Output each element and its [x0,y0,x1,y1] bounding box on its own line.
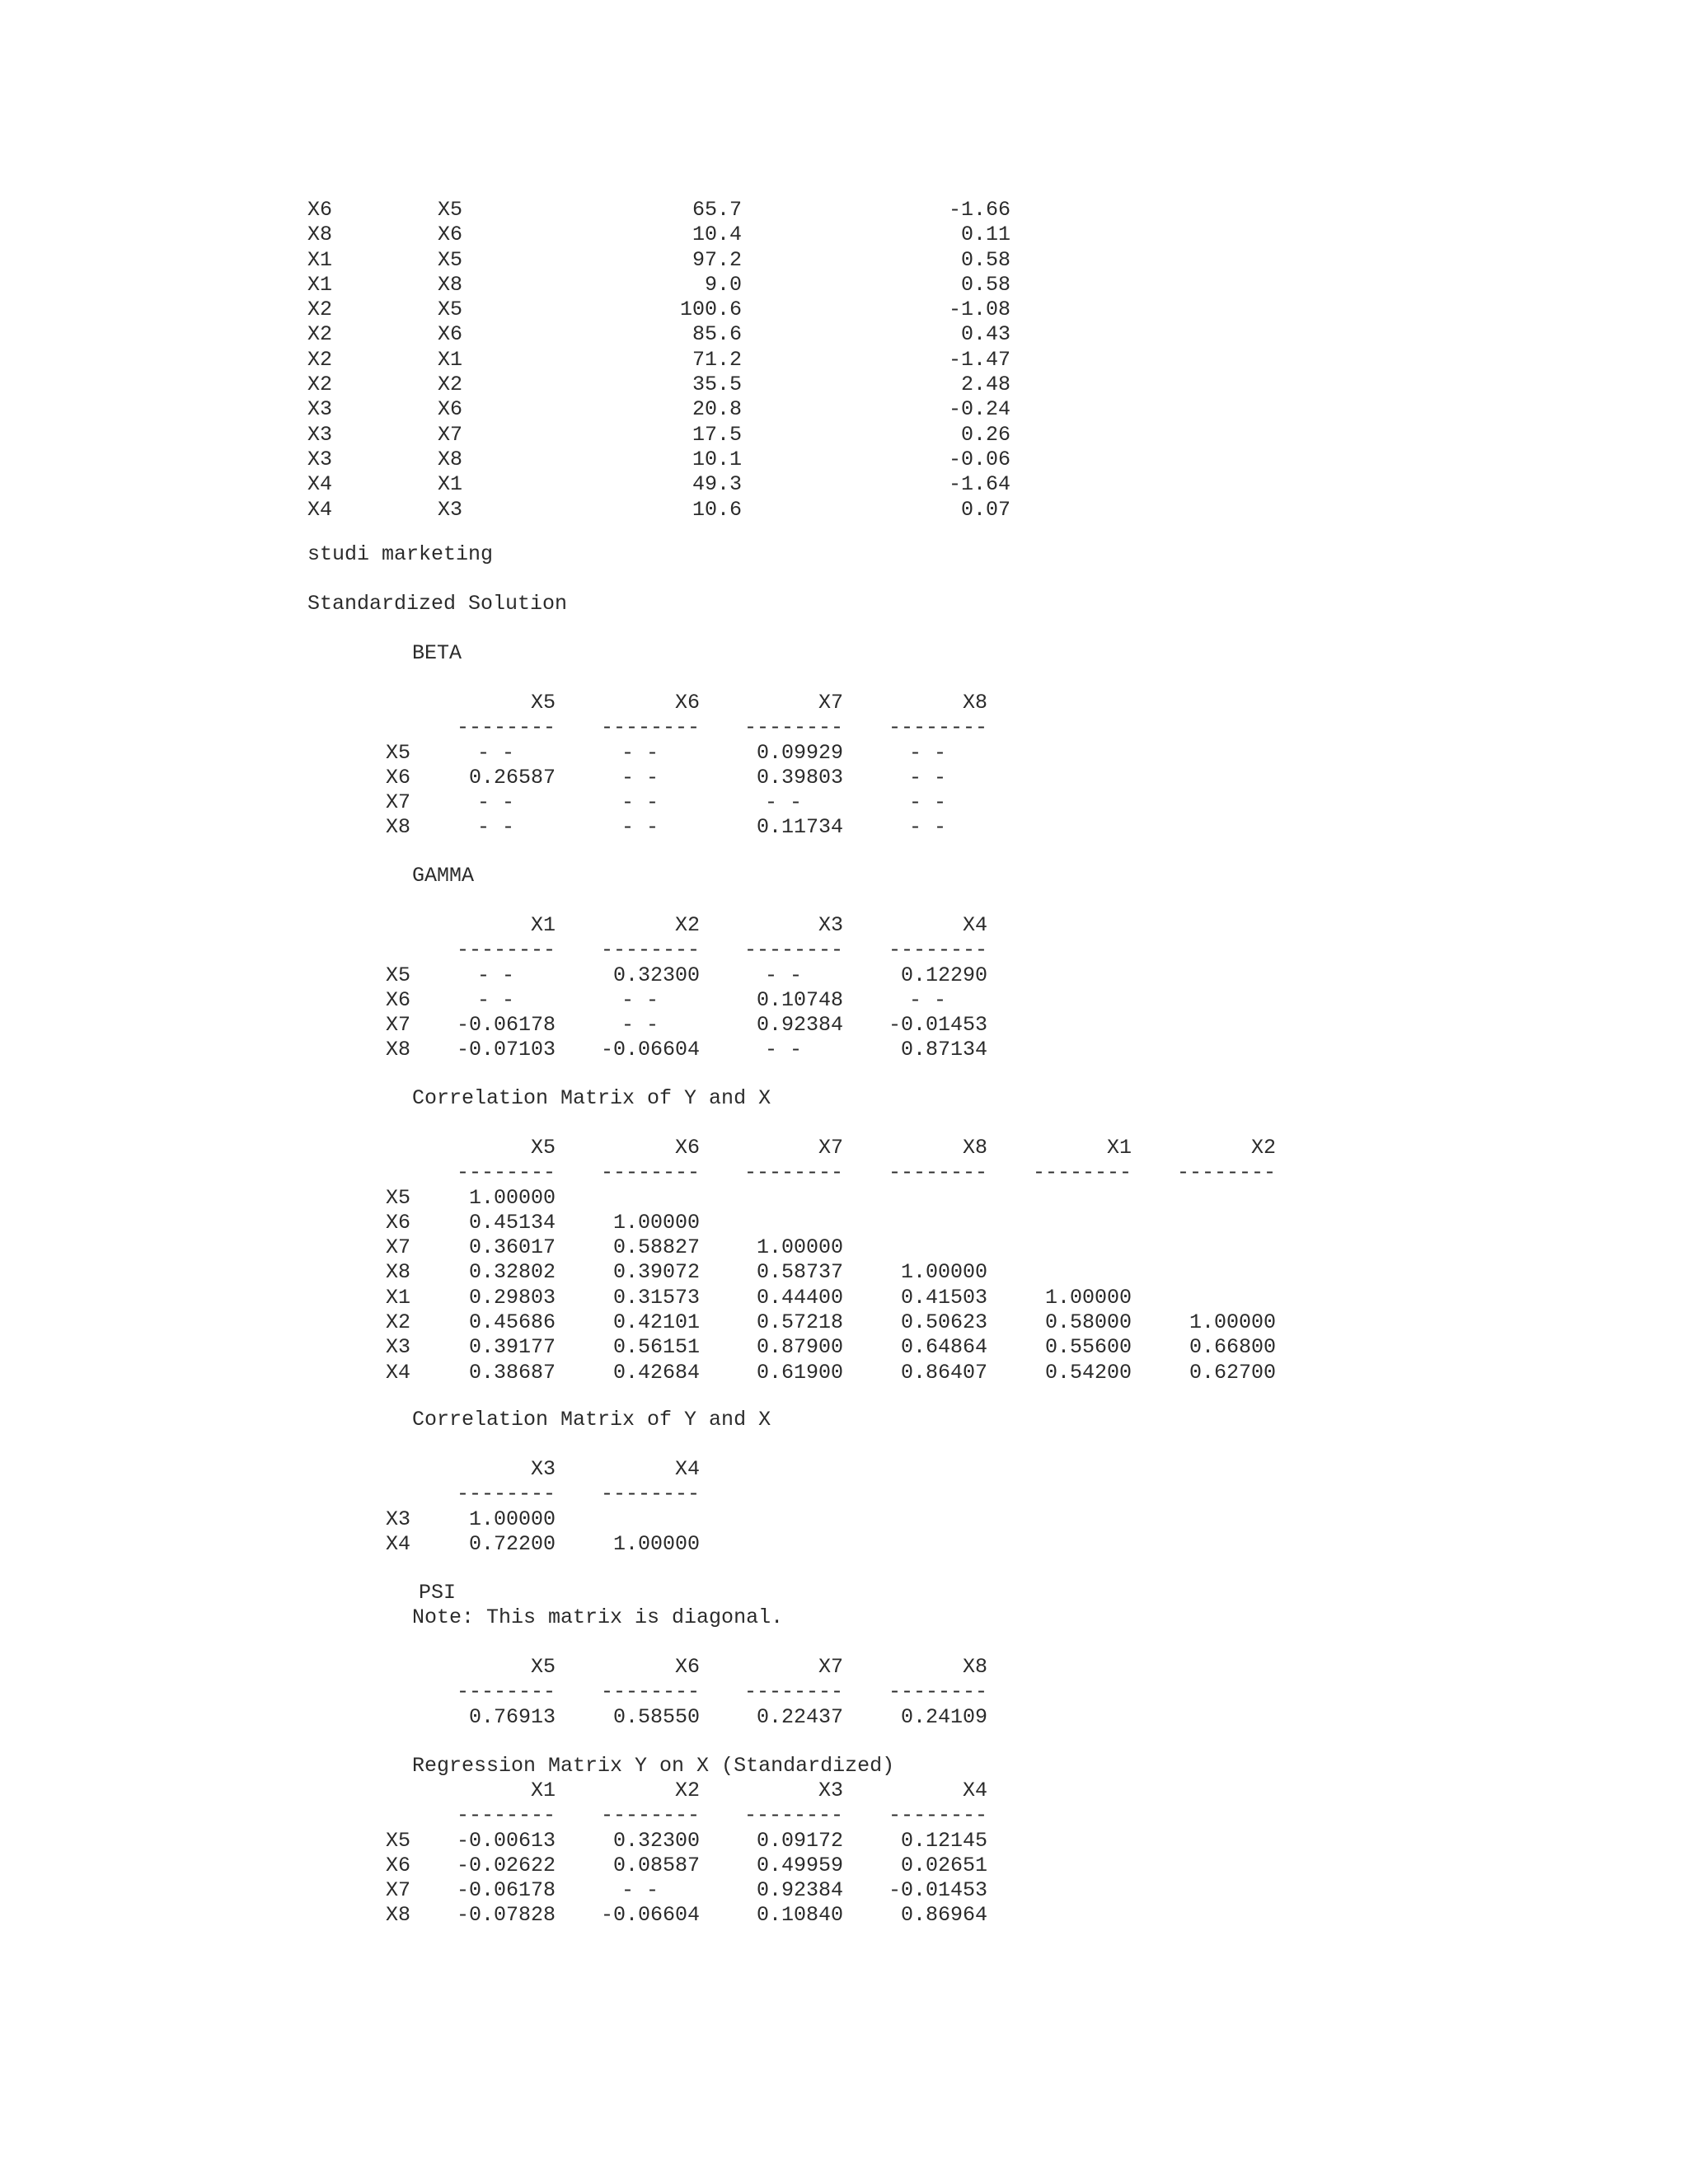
corr1-row-label: X5 [386,1185,411,1210]
regression-cell: -0.06178 [456,1878,556,1903]
corr1-cell: 0.87900 [756,1335,843,1360]
psi-dash: -------- [456,1680,556,1704]
corr1-title: Correlation Matrix of Y and X [412,1086,771,1110]
gamma-row-label: X5 [386,963,411,987]
corr1-cell: 0.39072 [612,1260,700,1285]
corr1-cell: 0.39177 [468,1335,556,1360]
corr1-cell: 1.00000 [756,1235,843,1260]
gamma-cell: -0.06178 [456,1013,556,1038]
regression-cell: -0.00613 [456,1828,556,1853]
gamma-cell: - - [477,963,515,987]
regression-cell: 0.02651 [900,1853,987,1877]
regression-cell: -0.06604 [600,1903,700,1928]
regression-cell: 0.09172 [756,1828,843,1853]
beta-row-label: X6 [386,765,411,790]
corr2-cell: 1.00000 [612,1531,700,1556]
gamma-cell: - - [909,987,947,1012]
beta-cell: - - [621,790,659,815]
corr1-cell: 0.38687 [468,1360,556,1385]
beta-cell: - - [477,790,515,815]
residual-value: 20.8 [692,397,742,422]
psi-cell: 0.58550 [612,1704,700,1729]
corr1-row-label: X2 [386,1310,411,1335]
residual-var-2: X8 [438,272,463,297]
corr1-dash: -------- [888,1160,987,1185]
gamma-dash: -------- [456,938,556,963]
psi-column-header: X5 [530,1655,556,1679]
psi-column-header: X7 [818,1655,843,1679]
psi-column-header: X8 [962,1655,987,1679]
corr1-row-label: X3 [386,1335,411,1360]
residual-var-2: X5 [438,298,463,322]
study-title: studi marketing [307,542,494,566]
beta-column-header: X6 [674,691,700,715]
corr1-dash: -------- [743,1160,843,1185]
corr1-cell: 0.45134 [468,1210,556,1235]
corr1-cell: 1.00000 [900,1260,987,1285]
beta-dash: -------- [743,715,843,740]
residual-value: 35.5 [692,373,742,397]
residual-normalized: 0.58 [960,247,1010,272]
beta-cell: - - [909,790,947,815]
residual-var-2: X6 [438,322,463,347]
residual-var-1: X8 [307,223,333,247]
residual-normalized: 0.58 [960,272,1010,297]
beta-column-header: X7 [818,691,843,715]
corr2-column-header: X4 [674,1457,700,1481]
residual-var-1: X2 [307,347,333,372]
beta-dash: -------- [888,715,987,740]
corr2-column-header: X3 [530,1457,556,1481]
beta-cell: 0.26587 [468,765,556,790]
gamma-cell: -0.07103 [456,1038,556,1062]
gamma-dash: -------- [888,938,987,963]
regression-cell: -0.02622 [456,1853,556,1877]
residual-value: 71.2 [692,347,742,372]
gamma-cell: -0.01453 [888,1013,987,1038]
beta-cell: - - [477,815,515,840]
regression-row-label: X6 [386,1853,411,1877]
residual-var-1: X1 [307,247,333,272]
beta-dash: -------- [456,715,556,740]
beta-cell: - - [621,765,659,790]
regression-title: Regression Matrix Y on X (Standardized) [412,1754,895,1778]
corr1-cell: 0.56151 [612,1335,700,1360]
gamma-dash: -------- [743,938,843,963]
gamma-dash: -------- [600,938,700,963]
corr1-cell: 0.41503 [900,1285,987,1310]
corr1-dash: -------- [600,1160,700,1185]
regression-cell: - - [621,1878,659,1903]
corr1-column-header: X7 [818,1136,843,1160]
regression-cell: 0.12145 [900,1828,987,1853]
beta-row-label: X5 [386,740,411,765]
corr2-title: Correlation Matrix of Y and X [412,1408,771,1432]
psi-column-header: X6 [674,1655,700,1679]
residual-var-1: X2 [307,322,333,347]
residual-var-1: X3 [307,397,333,422]
regression-row-label: X5 [386,1828,411,1853]
residual-var-1: X2 [307,373,333,397]
residual-var-1: X4 [307,497,333,522]
corr1-column-header: X1 [1106,1136,1132,1160]
corr1-cell: 1.00000 [612,1210,700,1235]
regression-dash: -------- [743,1803,843,1828]
corr1-row-label: X7 [386,1235,411,1260]
corr1-cell: 1.00000 [468,1185,556,1210]
residual-value: 97.2 [692,247,742,272]
residual-value: 9.0 [704,272,742,297]
residual-normalized: 0.43 [960,322,1010,347]
corr1-cell: 0.86407 [900,1360,987,1385]
corr2-cell: 0.72200 [468,1531,556,1556]
regression-column-header: X4 [962,1779,987,1802]
gamma-column-header: X1 [530,913,556,937]
residual-var-1: X3 [307,447,333,471]
gamma-title: GAMMA [412,864,475,888]
gamma-row-label: X7 [386,1013,411,1038]
gamma-row-label: X8 [386,1038,411,1062]
residual-value: 85.6 [692,322,742,347]
gamma-cell: - - [477,987,515,1012]
corr1-cell: 0.42684 [612,1360,700,1385]
residual-value: 49.3 [692,472,742,497]
corr1-cell: 0.61900 [756,1360,843,1385]
corr1-column-header: X2 [1250,1136,1276,1160]
gamma-row-label: X6 [386,987,411,1012]
gamma-cell: - - [765,963,803,987]
corr1-cell: 1.00000 [1044,1285,1132,1310]
gamma-cell: - - [621,987,659,1012]
residual-normalized: -0.24 [948,397,1010,422]
residual-normalized: -1.47 [948,347,1010,372]
gamma-column-header: X4 [962,913,987,937]
residual-value: 10.1 [692,447,742,471]
corr1-cell: 0.57218 [756,1310,843,1335]
corr2-row-label: X3 [386,1507,411,1531]
residual-normalized: -1.08 [948,298,1010,322]
gamma-column-header: X2 [674,913,700,937]
residual-var-2: X6 [438,223,463,247]
psi-note: Note: This matrix is diagonal. [412,1605,784,1629]
regression-dash: -------- [600,1803,700,1828]
residual-normalized: 2.48 [960,373,1010,397]
regression-cell: 0.86964 [900,1903,987,1928]
beta-column-header: X8 [962,691,987,715]
corr1-column-header: X6 [674,1136,700,1160]
corr1-row-label: X8 [386,1260,411,1285]
beta-cell: 0.11734 [756,815,843,840]
corr1-cell: 0.31573 [612,1285,700,1310]
corr1-column-header: X5 [530,1136,556,1160]
psi-cell: 0.22437 [756,1704,843,1729]
gamma-cell: -0.06604 [600,1038,700,1062]
solution-title: Standardized Solution [307,592,568,616]
beta-row-label: X7 [386,790,411,815]
regression-cell: 0.10840 [756,1903,843,1928]
corr1-cell: 0.55600 [1044,1335,1132,1360]
corr1-row-label: X6 [386,1210,411,1235]
gamma-cell: 0.92384 [756,1013,843,1038]
corr1-cell: 0.54200 [1044,1360,1132,1385]
residual-normalized: 0.11 [960,223,1010,247]
corr1-cell: 1.00000 [1189,1310,1276,1335]
regression-cell: 0.49959 [756,1853,843,1877]
corr2-dash: -------- [600,1482,700,1507]
corr1-cell: 0.29803 [468,1285,556,1310]
beta-dash: -------- [600,715,700,740]
regression-row-label: X8 [386,1903,411,1928]
corr1-cell: 0.64864 [900,1335,987,1360]
residual-var-1: X4 [307,472,333,497]
regression-cell: 0.92384 [756,1878,843,1903]
residual-var-2: X5 [438,198,463,222]
residual-var-1: X1 [307,272,333,297]
corr1-dash: -------- [1176,1160,1276,1185]
corr2-cell: 1.00000 [468,1507,556,1531]
corr1-cell: 0.32802 [468,1260,556,1285]
regression-cell: 0.32300 [612,1828,700,1853]
corr1-cell: 0.50623 [900,1310,987,1335]
psi-dash: -------- [888,1680,987,1704]
residual-var-2: X2 [438,373,463,397]
gamma-column-header: X3 [818,913,843,937]
corr1-cell: 0.42101 [612,1310,700,1335]
regression-column-header: X1 [530,1779,556,1802]
corr1-column-header: X8 [962,1136,987,1160]
corr1-dash: -------- [1032,1160,1132,1185]
residual-var-2: X6 [438,397,463,422]
residual-normalized: 0.26 [960,422,1010,447]
residual-normalized: 0.07 [960,497,1010,522]
regression-dash: -------- [888,1803,987,1828]
residual-var-2: X5 [438,247,463,272]
corr1-cell: 0.44400 [756,1285,843,1310]
residual-value: 100.6 [679,298,742,322]
gamma-cell: 0.12290 [900,963,987,987]
residual-var-2: X8 [438,447,463,471]
beta-cell: - - [909,815,947,840]
beta-cell: - - [909,740,947,765]
psi-cell: 0.76913 [468,1704,556,1729]
gamma-cell: - - [765,1038,803,1062]
residual-var-2: X1 [438,472,463,497]
corr1-cell: 0.66800 [1189,1335,1276,1360]
psi-title: PSI [419,1581,457,1605]
corr1-cell: 0.58737 [756,1260,843,1285]
corr1-cell: 0.58000 [1044,1310,1132,1335]
beta-cell: - - [621,815,659,840]
psi-cell: 0.24109 [900,1704,987,1729]
regression-column-header: X3 [818,1779,843,1802]
residual-var-1: X6 [307,198,333,222]
beta-cell: - - [621,740,659,765]
residual-value: 17.5 [692,422,742,447]
beta-column-header: X5 [530,691,556,715]
corr1-row-label: X4 [386,1360,411,1385]
residual-value: 65.7 [692,198,742,222]
beta-row-label: X8 [386,815,411,840]
gamma-cell: 0.32300 [612,963,700,987]
beta-cell: - - [765,790,803,815]
residual-var-2: X1 [438,347,463,372]
corr1-dash: -------- [456,1160,556,1185]
residual-value: 10.4 [692,223,742,247]
regression-cell: 0.08587 [612,1853,700,1877]
psi-dash: -------- [600,1680,700,1704]
beta-cell: 0.09929 [756,740,843,765]
beta-cell: - - [909,765,947,790]
residual-var-1: X2 [307,298,333,322]
residual-var-2: X3 [438,497,463,522]
corr1-row-label: X1 [386,1285,411,1310]
regression-cell: -0.01453 [888,1878,987,1903]
beta-cell: - - [477,740,515,765]
gamma-cell: 0.10748 [756,987,843,1012]
beta-cell: 0.39803 [756,765,843,790]
residual-normalized: -1.64 [948,472,1010,497]
regression-row-label: X7 [386,1878,411,1903]
corr1-cell: 0.58827 [612,1235,700,1260]
gamma-cell: - - [621,1013,659,1038]
gamma-cell: 0.87134 [900,1038,987,1062]
residual-normalized: -1.66 [948,198,1010,222]
regression-column-header: X2 [674,1779,700,1802]
regression-dash: -------- [456,1803,556,1828]
residual-var-1: X3 [307,422,333,447]
residual-value: 10.6 [692,497,742,522]
beta-title: BETA [412,641,462,665]
regression-cell: -0.07828 [456,1903,556,1928]
residual-normalized: -0.06 [948,447,1010,471]
corr1-cell: 0.36017 [468,1235,556,1260]
corr1-cell: 0.45686 [468,1310,556,1335]
corr2-dash: -------- [456,1482,556,1507]
residual-var-2: X7 [438,422,463,447]
psi-dash: -------- [743,1680,843,1704]
corr2-row-label: X4 [386,1531,411,1556]
corr1-cell: 0.62700 [1189,1360,1276,1385]
